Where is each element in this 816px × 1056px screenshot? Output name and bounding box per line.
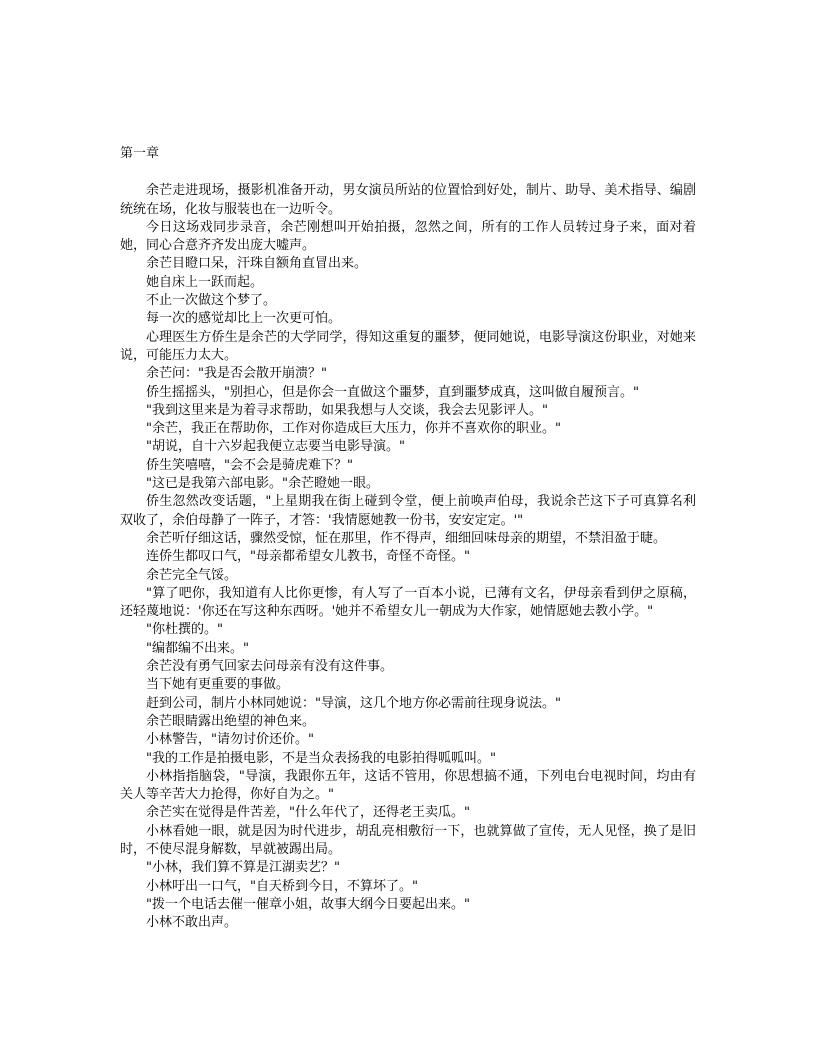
paragraph: 侨生忽然改变话题，"上星期我在街上碰到令堂，便上前唤声伯母，我说余芒这下子可真算名利双收了，余伯母静了一阵子，才答：'我情愿她教一份书，安安定定。'" [120, 494, 696, 528]
paragraph: 每一次的感觉却比上一次更可怕。 [146, 311, 342, 327]
paragraph: "我到这里来是为着寻求帮助，如果我想与人交谈，我会去见影评人。" [146, 402, 548, 418]
paragraph: 余芒走进现场，摄影机准备开动，男女演员所站的位置恰到好处，制片、助导、美术指导、编剧统统在场，化妆与服装也在一边听令。 [120, 183, 696, 217]
paragraph: "小林，我们算不算是江湖卖艺？" [146, 860, 340, 876]
paragraph: 余芒没有勇气回家去问母亲有没有这件事。 [146, 659, 394, 675]
paragraph: "胡说，自十六岁起我便立志要当电影导演。" [146, 439, 405, 455]
paragraph: 连侨生都叹口气，"母亲都希望女儿教书，奇怪不奇怪。" [146, 549, 470, 565]
paragraph: 心理医生方侨生是余芒的大学同学，得知这重复的噩梦，便同她说，电影导演这份职业，对她来说，可能压力太大。 [120, 329, 696, 363]
paragraph: 小林看她一眼，就是因为时代进步，胡乱亮相敷衍一下，也就算做了宣传，无人见怪，换了是旧时，不使尽混身解数，早就被踢出局。 [120, 823, 696, 857]
paragraph: 当下她有更重要的事做。 [146, 677, 290, 693]
paragraph: 小林指指脑袋，"导演，我跟你五年，这话不管用，你思想搞不通，下列电台电视时间，均由有关人等辛苦大力抢得，你好自为之。" [120, 768, 696, 803]
document-page [120, 145, 696, 932]
paragraph: 小林不敢出声。 [146, 915, 238, 931]
paragraph: 今日这场戏同步录音，余芒刚想叫开始拍摄，忽然之间，所有的工作人员转过身子来，面对着她，同心合意齐齐发出庞大嘘声。 [120, 219, 696, 254]
chapter-body [120, 182, 696, 932]
paragraph: 侨生摇摇头，"别担心，但是你会一直做这个噩梦，直到噩梦成真，这叫做自履预言。" [146, 384, 639, 400]
paragraph: 小林吁出一口气，"自天桥到今日，不算坏了。" [146, 878, 418, 894]
paragraph: "你杜撰的。" [146, 622, 223, 638]
paragraph: 赶到公司，制片小林同她说："导演，这几个地方你必需前往现身说法。" [146, 695, 561, 711]
paragraph: 侨生笑嘻嘻，"会不会是骑虎难下？" [146, 457, 353, 473]
paragraph: "我的工作是拍摄电影，不是当众表扬我的电影拍得呱呱叫。" [146, 750, 496, 766]
paragraph: 她自床上一跃而起。 [146, 274, 264, 290]
paragraph: "算了吧你，我知道有人比你更惨，有人写了一百本小说，已薄有文名，伊母亲看到伊之原稿，还轻蔑地说：'你还在写这种东西呀。'她并不希望女儿一朝成为大作家，她情愿她去教小学。" [120, 585, 696, 620]
paragraph: 余芒听仔细这话，骤然受惊，怔在那里，作不得声，细细回味母亲的期望，不禁泪盈于睫。 [146, 530, 667, 546]
paragraph: 余芒目瞪口呆，汗珠自额角直冒出来。 [146, 256, 368, 272]
paragraph: 不止一次做这个梦了。 [146, 293, 277, 309]
chapter-title: 第一章 [120, 146, 160, 161]
paragraph: "拨一个电话去催一催章小姐，故事大纲今日要起出来。" [146, 896, 470, 912]
paragraph: "编都编不出来。" [146, 640, 249, 656]
paragraph: "余芒，我正在帮助你，工作对你造成巨大压力，你并不喜欢你的职业。" [146, 421, 561, 437]
paragraph: 余芒完全气馁。 [146, 567, 238, 583]
paragraph: 余芒问："我是否会散开崩溃？" [146, 366, 327, 382]
paragraph: 余芒实在觉得是件苦差，"什么年代了，还得老王卖瓜。" [146, 805, 470, 821]
paragraph: 小林警告，"请勿讨价还价。" [146, 732, 314, 748]
paragraph: "这已是我第六部电影。"余芒瞪她一眼。 [146, 476, 379, 492]
paragraph: 余芒眼睛露出绝望的神色来。 [146, 713, 316, 729]
